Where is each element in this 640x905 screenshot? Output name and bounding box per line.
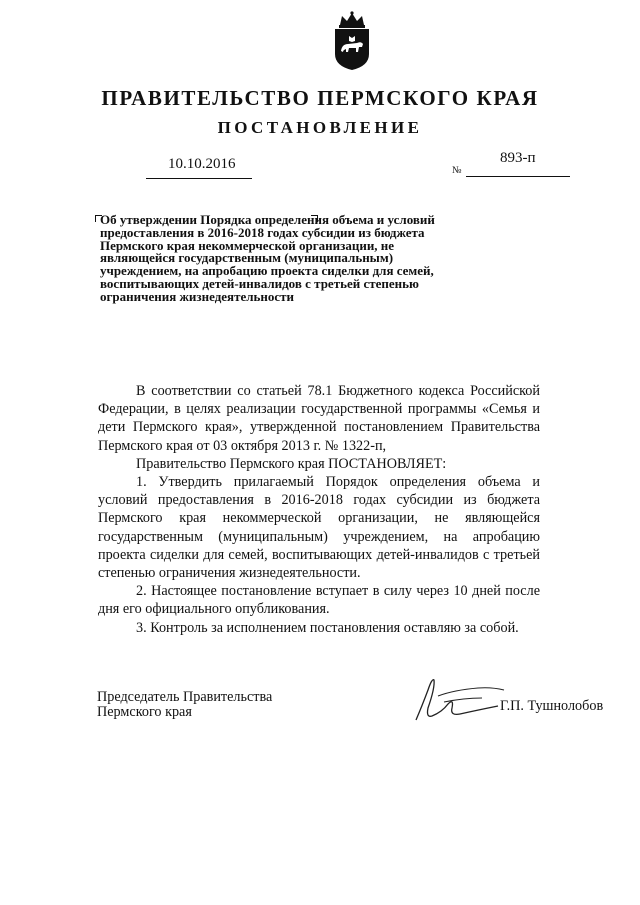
government-title: ПРАВИТЕЛЬСТВО ПЕРМСКОГО КРАЯ — [101, 86, 539, 110]
item-1-paragraph: 1. Утвердить прилагаемый Порядок определения объема и условий предоставления в 2016-2018 годах субсидии из бюджета Пермского края некоммерческой организации, не являющейся государственным (муниципальным) учреждением, на апробацию проекта сиделки для семей, воспитывающих детей-инвалидов с третьей степенью ограничения жизнедеятельности. — [98, 474, 540, 582]
preamble-paragraph: В соответствии со статьей 78.1 Бюджетного кодекса Российской Федерации, в целях реализации государственной программы «Семья и дети Пермского края», утвержденной постановлением Правительства Пермского края от 03 октября 2013 г. № 1322-п, — [98, 383, 540, 454]
item-3-paragraph: 3. Контроль за исполнением постановления оставляю за собой. — [136, 619, 519, 636]
document-body — [98, 382, 540, 637]
date-underline — [146, 178, 252, 179]
signatory-position — [97, 690, 272, 720]
number-sign: № — [452, 165, 462, 176]
document-number: 893-п — [500, 150, 536, 166]
signatory-position-line-1: Председатель Правительства — [97, 689, 273, 705]
number-underline — [466, 176, 570, 177]
resolution-paragraph: Правительство Пермского края ПОСТАНОВЛЯЕТ: — [136, 455, 447, 472]
signatory-name: Г.П. Тушнолобов — [500, 698, 604, 714]
document-subject: Об утверждении Порядка определения объема и условий предоставления в 2016-2018 годах субсидии из бюджета Пермского края некоммерческой организации, не являющейся государственным (муниципальным) учреждением, на апробацию проекта сиделки для семей, воспитывающих детей-инвалидов с третьей степенью ограничения жизнедеятельности — [100, 212, 435, 304]
coat-of-arms-icon — [327, 10, 377, 72]
item-2-paragraph: 2. Настоящее постановление вступает в силу через 10 дней после дня его официального опубликования. — [98, 583, 540, 618]
document-type-heading: ПОСТАНОВЛЕНИЕ — [217, 118, 423, 137]
document-date: 10.10.2016 — [168, 156, 236, 172]
signatory-position-line-2: Пермского края — [97, 704, 192, 720]
